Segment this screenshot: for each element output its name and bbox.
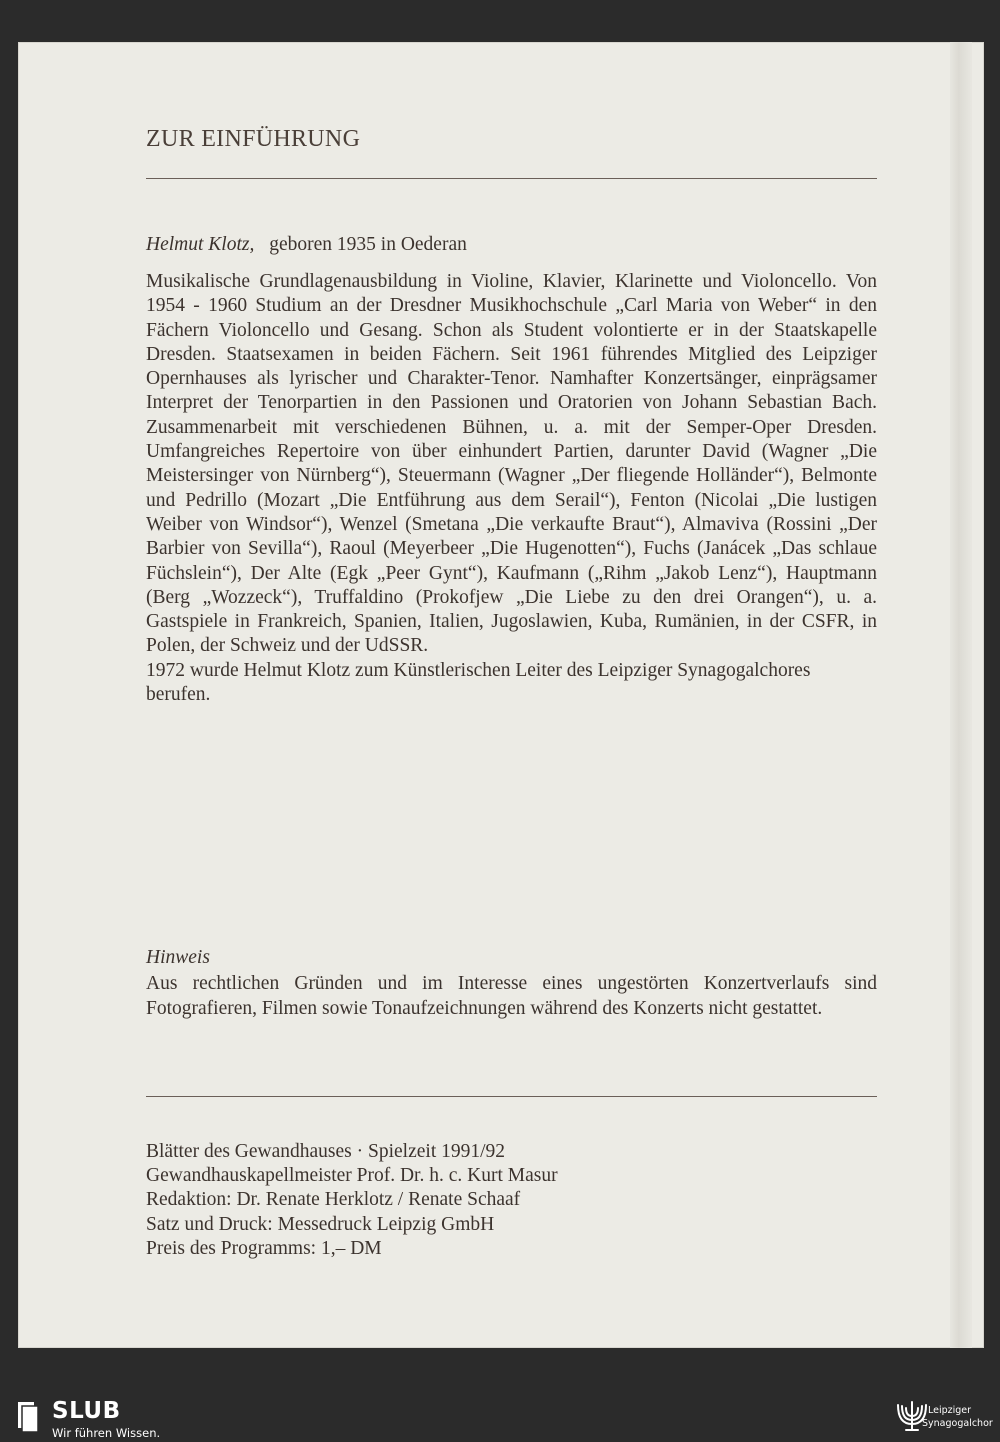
partner-line-2: Synagogalchor <box>922 1418 993 1429</box>
bio-name: Helmut Klotz, <box>146 234 255 255</box>
imprint-line: Blätter des Gewandhauses · Spielzeit 1991/92 <box>146 1141 506 1162</box>
imprint <box>146 1140 558 1261</box>
slub-title: SLUB <box>52 1398 121 1424</box>
imprint-line: Redaktion: Dr. Renate Herklotz / Renate Schaaf <box>146 1189 521 1211</box>
imprint-line: Gewandhauskapellmeister Prof. Dr. h. c. Kurt Masur <box>146 1165 558 1187</box>
imprint-line: Preis des Programms: 1,– DM <box>146 1237 382 1259</box>
bio-born: geboren 1935 in Oederan <box>269 234 467 255</box>
slub-book-icon <box>18 1402 42 1432</box>
slub-tagline: Wir führen Wissen. <box>52 1426 161 1440</box>
bio-paragraph-2: 1972 wurde Helmut Klotz zum Künstlerischen Leiter des Leipziger Synagogalchores berufen. <box>146 659 811 706</box>
page-title: ZUR EINFÜHRUNG <box>146 126 361 152</box>
divider-top <box>146 178 877 179</box>
notice-title: Hinweis <box>146 947 210 968</box>
divider-bottom <box>146 1096 877 1097</box>
bio-heading <box>146 234 467 256</box>
notice-text: Aus rechtlichen Gründen und im Interesse eines ungestörten Konzertverlaufs sind Fotografieren, Filmen sowie Tonaufzeichnungen während des Konzerts nicht gestattet. <box>146 973 877 1019</box>
footer-bar <box>0 1390 1000 1442</box>
imprint-line: Satz und Druck: Messedruck Leipzig GmbH <box>146 1213 495 1235</box>
partner-line-1: Leipziger <box>928 1405 972 1416</box>
bio-paragraph-1: Musikalische Grundlagenausbildung in Violine, Klavier, Klarinette und Violoncello. Von 1954 - 1960 Studium an der Dresdner Musikhochschule „Carl Maria von Weber“ in den Fächern Violoncello und Gesang. Schon als Student volontierte er in der Staatskapelle Dresden. Staatsexamen in beiden Fächern. Seit 1961 führendes Mitglied des Leipziger Opernhauses als lyrischer und Charakter-Tenor. Namhafter Konzertsänger, einprägsamer Interpret der Tenorpartien in den Passionen und Oratorien von Johann Sebastian Bach. Zusammenarbeit mit verschiedenen Bühnen, u. a. mit der Semper-Oper Dresden. Umfangreiches Repertoire von über einhundert Partien, darunter David (Wagner „Die Meistersinger von Nürnberg“), Steuermann (Wagner „Der fliegende Holländer“), Belmonte und Pedrillo (Mozart „Die Entführung aus dem Serail“), Fenton (Nicolai „Die lustigen Weiber von Windsor“), Wenzel (Smetana „Die verkaufte Braut“), Almaviva (Rossini „Der Barbier von Sevilla“), Raoul (Meyerbeer „Die Hugenotten“), Fuchs (Janácek „Das schlaue Füchslein“), Der Alte (Egk „Peer Gynt“), Kaufmann („Rihm „Jakob Lenz“), Hauptmann (Berg „Wozzeck“), Truffaldino (Prokofjew „Die Liebe zu den drei Orangen“), u. a. Gastspiele in Frankreich, Spanien, Italien, Jugoslawien, Kuba, Rumänien, in der CSFR, in Polen, der Schweiz und der UdSSR. <box>146 271 877 657</box>
page-fold-edge <box>950 42 972 1348</box>
bio-text <box>146 270 877 707</box>
partner-logo-text <box>922 1404 993 1430</box>
